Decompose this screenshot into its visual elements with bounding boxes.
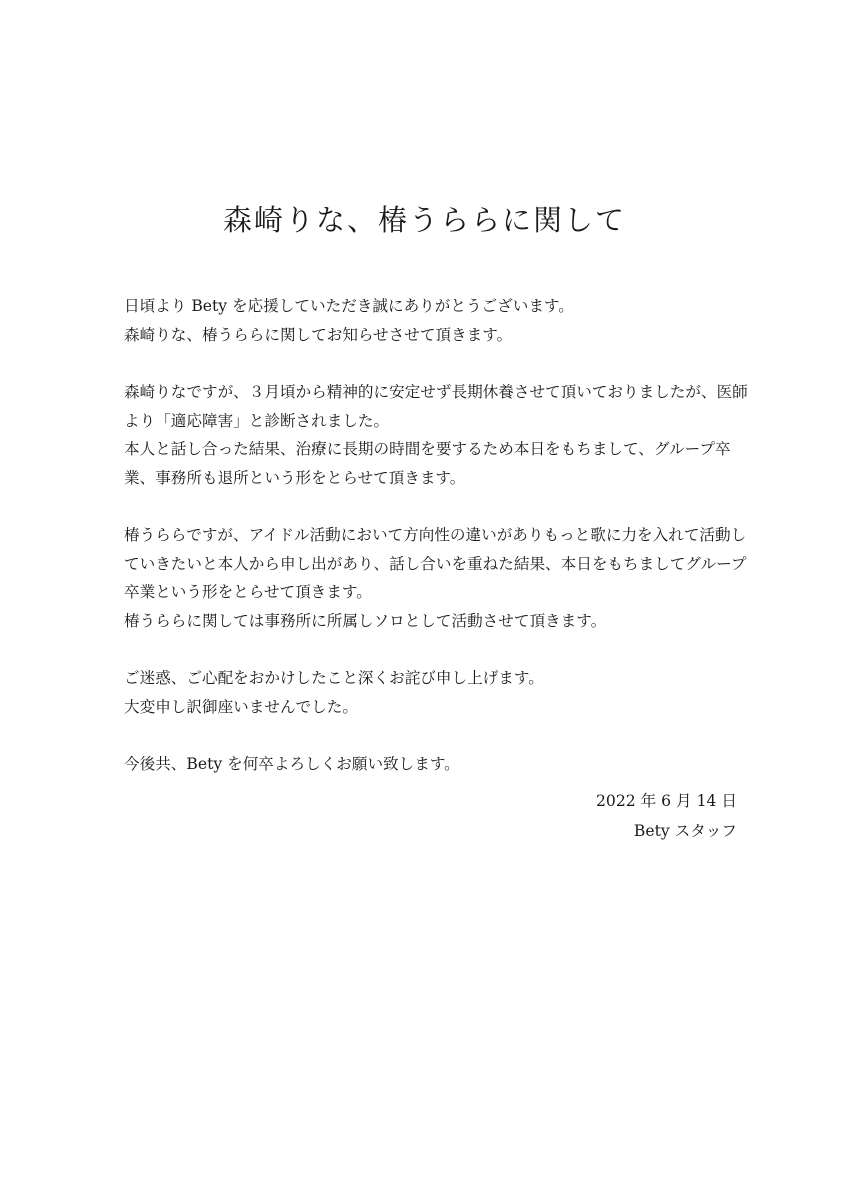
paragraph-tsubaki bbox=[124, 521, 747, 635]
text-line: 椿うららに関しては事務所に所属しソロとして活動させて頂きます。 bbox=[124, 611, 607, 630]
text-line: より「適応障害」と診断されました。 bbox=[124, 411, 390, 430]
document-title: 森崎りな、椿うららに関して bbox=[222, 203, 626, 237]
text-line: 卒業という形をとらせて頂きます。 bbox=[124, 583, 372, 601]
text-line: ご迷惑、ご心配をおかけしたこと深くお詫び申し上げます。 bbox=[124, 669, 544, 687]
paragraph-apology bbox=[124, 664, 734, 721]
text-line: 今後共、Bety を何卒よろしくお願い致します。 bbox=[124, 755, 460, 773]
text-line: 本人と話し合った結果、治療に長期の時間を要するため本日をもちまして、グループ卒 bbox=[124, 440, 731, 458]
text-line: 大変申し訳御座いませんでした。 bbox=[124, 697, 358, 716]
signature-block bbox=[596, 786, 737, 846]
text-line: ていきたいと本人から申し出があり、話し合いを重ねた結果、本日をもちましてグループ bbox=[124, 554, 747, 573]
paragraph-closing bbox=[124, 750, 734, 779]
text-line: 椿うららですが、アイドル活動において方向性の違いがありもっと歌に力を入れて活動し bbox=[124, 526, 747, 544]
text-line: 業、事務所も退所という形をとらせて頂きます。 bbox=[124, 468, 466, 487]
text-line: 森崎りなですが、３月頃から精神的に安定せず長期休養させて頂いておりましたが、医師 bbox=[124, 383, 748, 401]
signature-date: 2022 年 6 月 14 日 bbox=[595, 792, 737, 810]
text-line: 日頃より Bety を応援していただき誠にありがとうございます。 bbox=[124, 297, 574, 315]
signature-author: Bety スタッフ bbox=[633, 822, 737, 840]
paragraph-greeting bbox=[124, 292, 734, 349]
document-body bbox=[124, 292, 748, 808]
text-line: 森崎りな、椿うららに関してお知らせさせて頂きます。 bbox=[124, 325, 513, 344]
paragraph-morisaki bbox=[124, 378, 748, 492]
